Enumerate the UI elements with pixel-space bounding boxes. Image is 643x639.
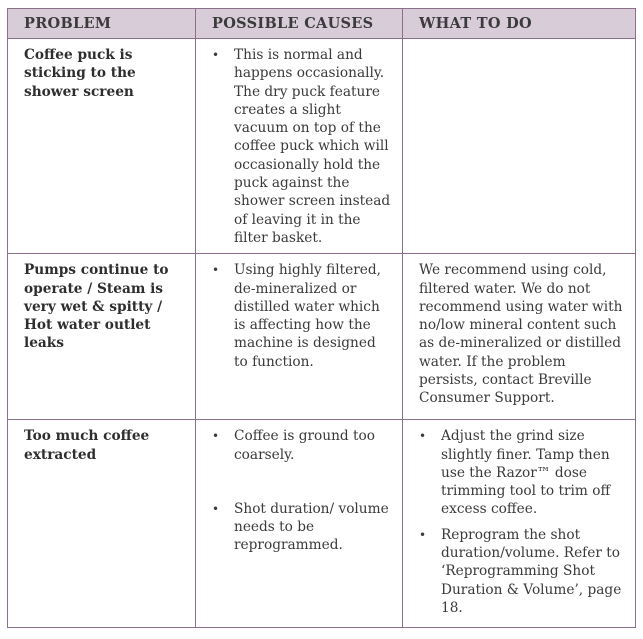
header-row	[8, 9, 636, 39]
causes-cell	[196, 420, 403, 628]
table-row	[8, 254, 636, 420]
problem-cell: Pumps continue to operate / Steam is very wet & spitty / Hot water outlet leaks	[8, 254, 196, 420]
table-row	[8, 39, 636, 254]
todo-cell	[403, 39, 636, 254]
header-problem: PROBLEM	[8, 9, 196, 39]
cause-item: • This is normal and happens occasionally. The dry puck feature creates a slight vacuum on top of the coffee puck which will occasionally hold the puck against the shower screen instead of leaving it in the filter basket.	[212, 46, 392, 247]
cause-item: • Shot duration/ volume needs to be reprogrammed.	[212, 500, 392, 555]
todo-item: • Reprogram the shot duration/volume. Refer to ‘Reprogramming Shot Duration & Volume’, page 18.	[419, 526, 625, 617]
problem-cell: Too much coffee extracted	[8, 420, 196, 628]
header-what-to-do: WHAT TO DO	[403, 9, 636, 39]
causes-list	[212, 427, 392, 554]
cause-item: • Coffee is ground too coarsely.	[212, 427, 392, 464]
causes-cell	[196, 254, 403, 420]
header-possible-causes: POSSIBLE CAUSES	[196, 9, 403, 39]
causes-list	[212, 261, 392, 371]
cause-item: • Using highly filtered, de-mineralized or distilled water which is affecting how the machine is designed to function.	[212, 261, 392, 371]
todo-item: • Adjust the grind size slightly finer. Tamp then use the Razor™ dose trimming tool to trim off excess coffee.	[419, 427, 625, 518]
troubleshooting-table	[7, 8, 636, 628]
causes-list	[212, 46, 392, 247]
todo-cell: We recommend using cold, filtered water. We do not recommend using water with no/low mineral content such as de-mineralized or distilled water. If the problem persists, contact Breville Consumer Support.	[403, 254, 636, 420]
todo-cell	[403, 420, 636, 628]
causes-cell	[196, 39, 403, 254]
problem-cell: Coffee puck is sticking to the shower screen	[8, 39, 196, 254]
todo-list	[419, 427, 625, 617]
table-row	[8, 420, 636, 628]
